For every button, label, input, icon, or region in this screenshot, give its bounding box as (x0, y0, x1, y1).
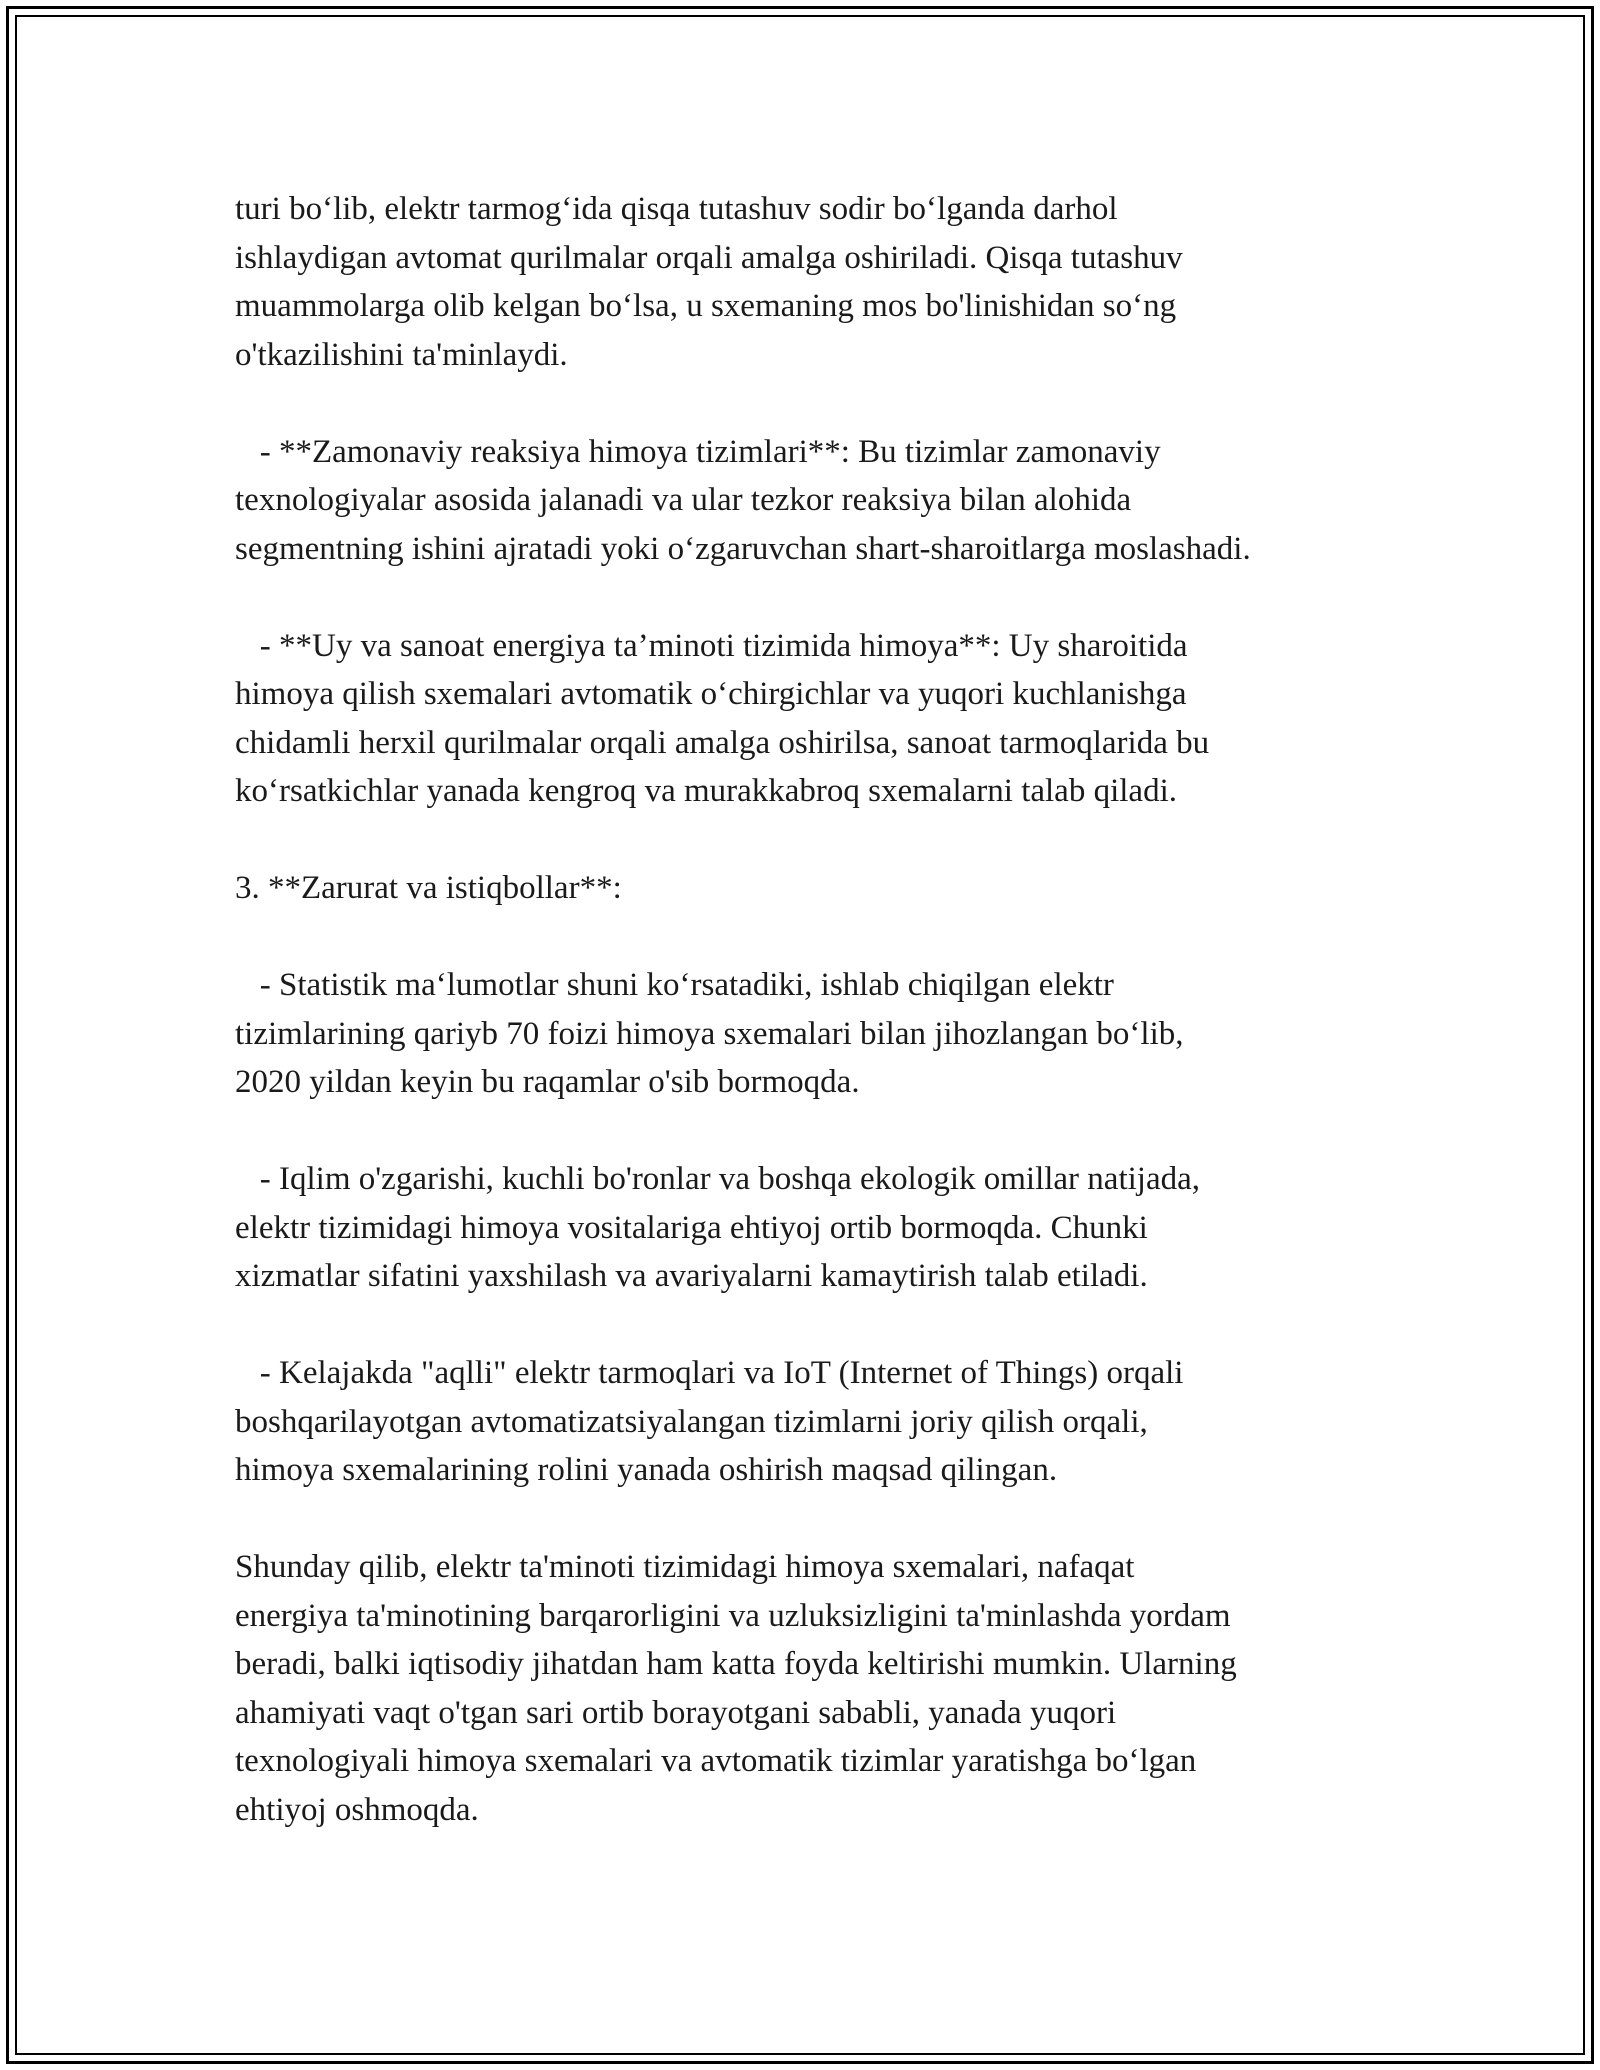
paragraph-conclusion: Shunday qilib, elektr ta'minoti tizimidagi himoya sxemalari, nafaqat energiya ta'minotining barqarorligini va uzluksizligini ta'minlashda yordam beradi, balki iqtisodiy jihatdan ham katta foyda keltirishi mumkin. Ularning ahamiyati vaqt o'tgan sari ortib borayotgani sababli, yanada yuqori texnologiyali himoya sxemalari va avtomatik tizimlar yaratishga bo‘lgan ehtiyoj oshmoqda. (235, 1549, 1237, 1828)
paragraph-modern-reaction-systems: - **Zamonaviy reaksiya himoya tizimlari**: Bu tizimlar zamonaviy texnologiyalar asosida jalanadi va ular tezkor reaksiya bilan alohida segmentning ishini ajratadi yoki o‘zgaruvchan shart-sharoitlarga moslashadi. (235, 433, 1251, 567)
paragraph-statistics: - Statistik ma‘lumotlar shuni ko‘rsatadiki, ishlab chiqilgan elektr tizimlarining qariyb 70 foizi himoya sxemalari bilan jihozlangan bo‘lib, 2020 yildan keyin bu raqamlar o'sib bormoqda. (235, 967, 1184, 1100)
paragraph-short-circuit-protection: turi bo‘lib, elektr tarmog‘ida qisqa tutashuv sodir bo‘lganda darhol ishlaydigan avtomat qurilmalar orqali amalga oshiriladi. Qisqa tutashuv muammolarga olib kelgan bo‘lsa, u sxemaning mos bo'linishidan so‘ng o'tkazilishini ta'minlaydi. (235, 191, 1183, 373)
paragraph-home-industrial-protection: - **Uy va sanoat energiya ta’minoti tizimida himoya**: Uy sharoitida himoya qilish sxemalari avtomatik o‘chirgichlar va yuqori kuchlanishga chidamli herxil qurilmalar orqali amalga oshirilsa, sanoat tarmoqlarida bu ko‘rsatkichlar yanada kengroq va murakkabroq sxemalarni talab qiladi. (235, 627, 1210, 809)
paragraph-climate-change: - Iqlim o'zgarishi, kuchli bo'ronlar va boshqa ekologik omillar natijada, elektr tizimidagi himoya vositalariga ehtiyoj ortib bormoqda. Chunki xizmatlar sifatini yaxshilash va avariyalarni kamaytirish talab etiladi. (235, 1161, 1200, 1294)
document-body (235, 185, 1375, 1834)
section-heading-necessity-prospects: 3. **Zarurat va istiqbollar**: (235, 870, 622, 906)
paragraph-smart-grids-iot: - Kelajakda "aqlli" elektr tarmoqlari va IoT (Internet of Things) orqali boshqarilayotgan avtomatizatsiyalangan tizimlarni joriy qilish orqali, himoya sxemalarining rolini yanada oshirish maqsad qilingan. (235, 1355, 1184, 1488)
